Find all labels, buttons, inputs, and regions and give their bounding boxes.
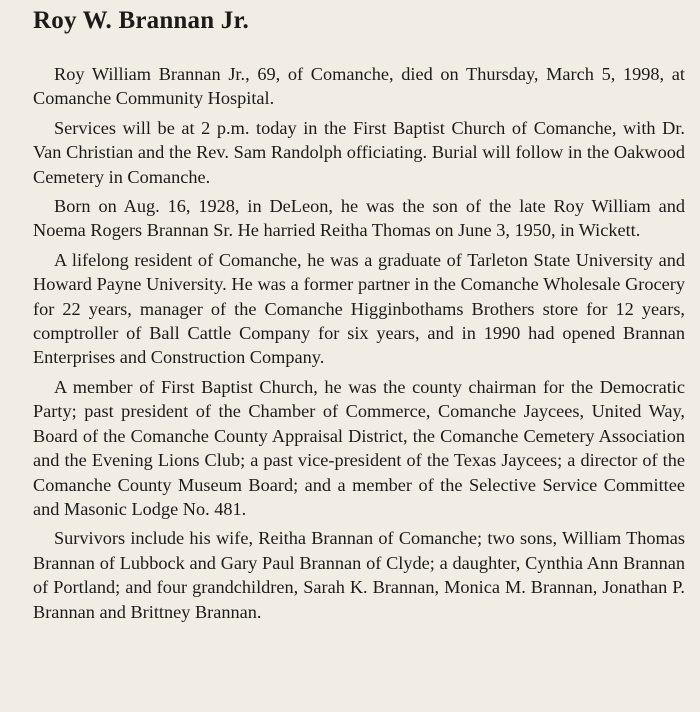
paragraph-survivors: Survivors include his wife, Reitha Brannan of Comanche; two sons, William Thomas Brannan of Lubbock and Gary Paul Brannan of Clyde; a daughter, Cynthia Ann Brannan of Portland; and four grandchildren, Sarah K. Brannan, Monica M. Brannan, Jonathan P. Brannan and Brittney Brannan. [33, 528, 685, 622]
paragraph-career: A lifelong resident of Comanche, he was a graduate of Tarleton State University and Howard Payne University. He was a former partner in the Comanche Wholesale Grocery for 22 years, manager of the Comanche Higginbothams Brothers store for 12 years, comptroller of Ball Cattle Company for six years, and in 1990 had opened Brannan Enterprises and Construction Company. [33, 249, 685, 368]
paragraph-birth: Born on Aug. 16, 1928, in DeLeon, he was the son of the late Roy William and Noema Rogers Brannan Sr. He harried Reitha Thomas on June 3, 1950, in Wickett. [33, 196, 685, 241]
paragraph-death-notice: Roy William Brannan Jr., 69, of Comanche, died on Thursday, March 5, 1998, at Comanche Community Hospital. [33, 64, 685, 109]
obituary-body [33, 62, 685, 629]
obituary-headline: Roy W. Brannan Jr. [33, 7, 249, 34]
paragraph-memberships: A member of First Baptist Church, he was the county chairman for the Democratic Party; past president of the Chamber of Commerce, Comanche Jaycees, United Way, Board of the Comanche County Appraisal District, the Comanche Cemetery Association and the Evening Lions Club; a past vice-president of the Texas Jaycees; a director of the Comanche County Museum Board; and a member of the Selective Service Committee and Masonic Lodge No. 481. [33, 376, 685, 519]
clipping-bottom-edge [0, 704, 700, 712]
paragraph-services: Services will be at 2 p.m. today in the First Baptist Church of Comanche, with Dr. Van Christian and the Rev. Sam Randolph officiating. Burial will follow in the Oakwood Cemetery in Comanche. [33, 117, 685, 187]
